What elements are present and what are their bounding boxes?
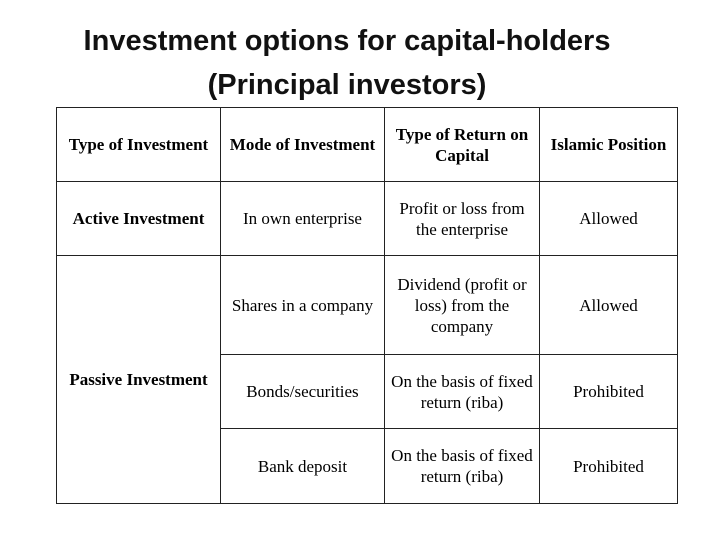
- cell-position: Prohibited: [540, 429, 678, 504]
- category-active-investment: Active Investment: [57, 182, 221, 256]
- cell-mode: In own enterprise: [221, 182, 385, 256]
- cell-return: On the basis of fixed return (riba): [385, 355, 540, 429]
- cell-position: Allowed: [540, 256, 678, 355]
- header-islamic-position: Islamic Position: [540, 108, 678, 182]
- investment-options-table: [56, 107, 678, 504]
- cell-position: Allowed: [540, 182, 678, 256]
- cell-return: Profit or loss from the enterprise: [385, 182, 540, 256]
- table-row: [57, 256, 678, 355]
- cell-mode: Shares in a company: [221, 256, 385, 355]
- cell-mode: Bank deposit: [221, 429, 385, 504]
- cell-position: Prohibited: [540, 355, 678, 429]
- slide-title: Investment options for capital-holders: [83, 25, 611, 57]
- cell-mode: Bonds/securities: [221, 355, 385, 429]
- slide-subtitle: (Principal investors): [207, 69, 487, 101]
- category-passive-investment: Passive Investment: [57, 256, 221, 504]
- header-type-of-return: Type of Return on Capital: [385, 108, 540, 182]
- table-row: [57, 182, 678, 256]
- header-type-of-investment: Type of Investment: [57, 108, 221, 182]
- header-row: [57, 108, 678, 182]
- header-mode-of-investment: Mode of Investment: [221, 108, 385, 182]
- cell-return: Dividend (profit or loss) from the company: [385, 256, 540, 355]
- cell-return: On the basis of fixed return (riba): [385, 429, 540, 504]
